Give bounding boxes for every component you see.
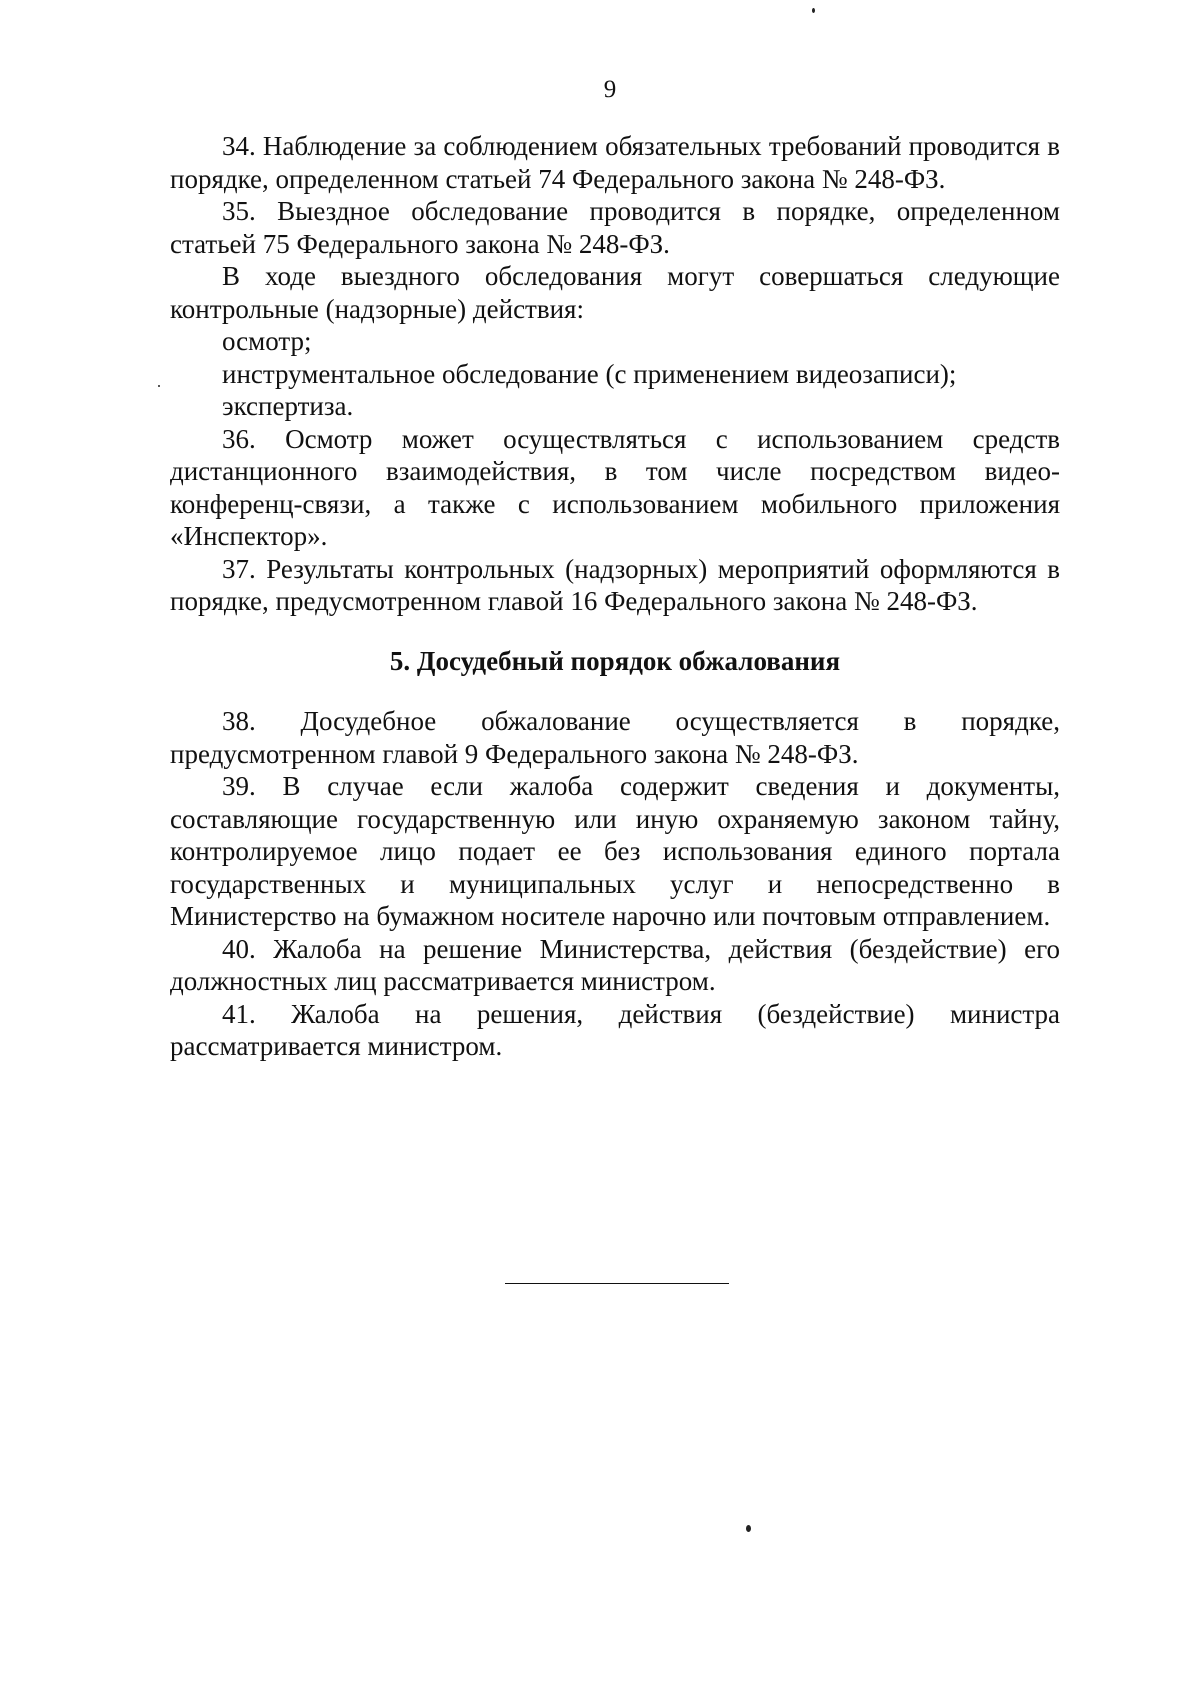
paragraph-34: 34. Наблюдение за соблюдением обязательных требований проводится в порядке, определенном статьей 74 Федерального закона № 248-ФЗ. (170, 131, 1060, 194)
action-item-expertise: экспертиза. (222, 391, 354, 421)
scan-speck (158, 385, 160, 387)
scan-speck (812, 8, 815, 13)
paragraph-37: 37. Результаты контрольных (надзорных) мероприятий оформляются в порядке, предусмотренном главой 16 Федерального закона № 248-ФЗ. (170, 553, 1060, 616)
paragraph-35: 35. Выездное обследование проводится в порядке, определенном статьей 75 Федерального закона № 248-ФЗ. (170, 196, 1060, 259)
section-heading: 5. Досудебный порядок обжалования (389, 645, 841, 676)
scan-speck (746, 1525, 751, 1532)
closing-rule (505, 1283, 729, 1284)
paragraph-38: 38. Досудебное обжалование осуществляется в порядке, предусмотренном главой 9 Федерального закона № 248-ФЗ. (170, 706, 1060, 769)
paragraph-39: 39. В случае если жалоба содержит сведения и документы, составляющие государственную или иную охраняемую законом тайну, контролируемое лицо подает ее без использования единого портала государственных и муниципальных услуг и непосредственно в Министерство на бумажном носителе нарочно или почтовым отправлением. (170, 771, 1060, 931)
paragraph-40: 40. Жалоба на решение Министерства, действия (бездействие) его должностных лиц рассматривается министром. (170, 933, 1060, 996)
action-item-instrumental-survey: инструментальное обследование (с применением видеозаписи); (222, 358, 957, 389)
page-number: 9 (603, 76, 617, 103)
paragraph-36: 36. Осмотр может осуществляться с использованием средств дистанционного взаимодействия, в том числе посредством видео-конференц-связи, а также с использованием мобильного приложения «Инспектор». (170, 423, 1060, 551)
paragraph-35-actions-intro: В ходе выездного обследования могут совершаться следующие контрольные (надзорные) действия: (170, 261, 1060, 324)
document-body (170, 130, 1060, 1063)
paragraph-41: 41. Жалоба на решения, действия (бездействие) министра рассматривается министром. (170, 998, 1060, 1061)
action-item-inspection: осмотр; (222, 326, 312, 356)
